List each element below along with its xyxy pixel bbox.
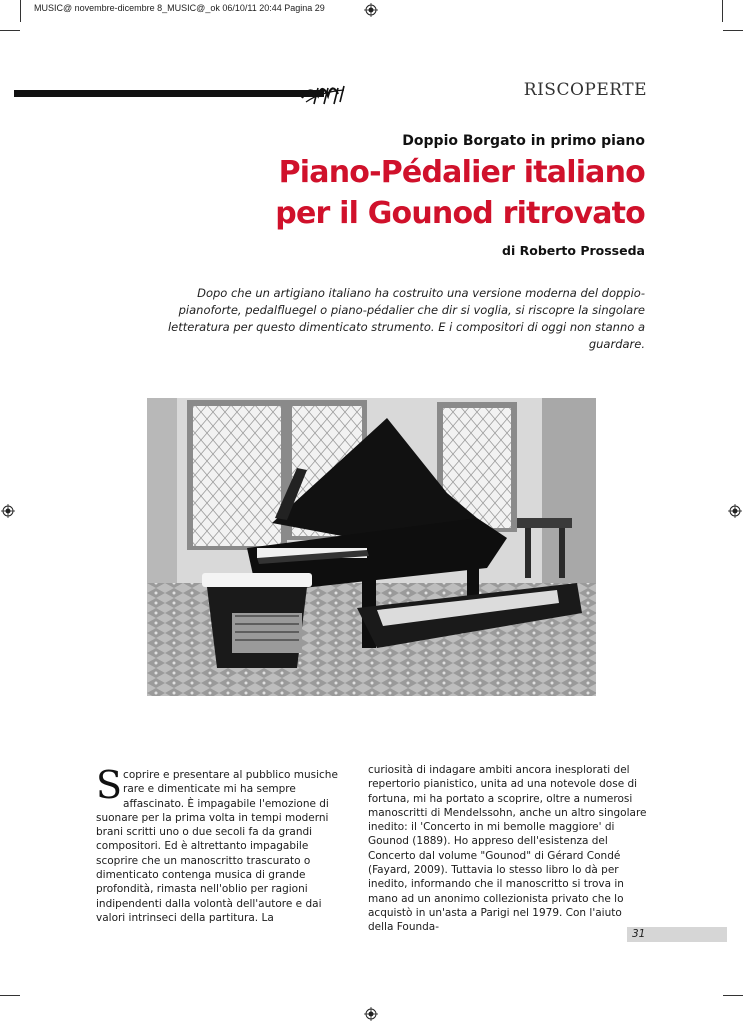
header-rule — [14, 90, 324, 97]
registration-mark-icon — [364, 3, 378, 17]
article-title — [275, 152, 645, 234]
title-line-2: per il Gounod ritrovato — [275, 196, 645, 231]
body-text-column-1: coprire e presentare al pubblico musiche rare e dimenticate mi ha sempre affascinato. È impagabile l'emozione di suonare per la prima volta in tempi moderni brani scritti uno o due secoli fa da grandi compositori. Ed è altrettanto impagabile scoprire che un manoscritto trascurato o dimenticato contenga musica di grande profondità, rimasta nell'oblio per ragioni indipendenti dalla volontà dell'autore e dai valori intrinseci della partitura. La — [96, 769, 338, 924]
registration-mark-icon — [728, 504, 742, 518]
crop-mark — [723, 995, 743, 996]
kicker: Doppio Borgato in primo piano — [402, 133, 645, 149]
crop-mark — [723, 30, 743, 31]
crop-mark — [722, 0, 723, 22]
registration-mark-icon — [1, 504, 15, 518]
crop-mark — [0, 995, 20, 996]
byline: di Roberto Prosseda — [502, 243, 645, 258]
page-number: 31 — [632, 928, 646, 940]
lead-paragraph: Dopo che un artigiano italiano ha costruito una versione moderna del doppio- pianoforte, pedalfluegel o piano-pédalier che dir si voglia, si riscopre la singolare letteratura per questo dimenticato strumento. E i compositori di oggi non stanno a guardare. — [167, 286, 645, 351]
section-label: RISCOPERTE — [523, 80, 647, 100]
crop-mark — [20, 0, 21, 22]
body-column-1 — [96, 763, 346, 925]
body-column-2: curiosità di indagare ambiti ancora inesplorati del repertorio pianistico, unita ad una notevole dose di fortuna, mi ha portato a scoprire, oltre a numerosi manoscritti di Mendelssohn, anche un altro singolare inedito: il 'Concerto in mi bemolle maggiore' di Gounod (1889). Ho appreso dell'esistenza del Concerto dal volume "Gounod" di Gérard Condé (Fayard, 2009). Tuttavia lo stesso libro lo dà per inedito, informando che il manoscritto si trova in mano ad un anonimo collezionista privato che lo acquistò in un'asta a Parigi nel 1979. Con l'aiuto della Founda- — [368, 764, 647, 934]
drop-cap: S — [96, 763, 123, 807]
print-slug: MUSIC@ novembre-dicembre 8_MUSIC@_ok 06/10/11 20:44 Pagina 29 — [34, 3, 325, 13]
music-logo-icon — [300, 80, 348, 108]
registration-mark-icon — [364, 1007, 378, 1021]
title-line-1: Piano-Pédalier italiano — [278, 155, 645, 190]
crop-mark — [0, 30, 20, 31]
piano-photo — [147, 398, 596, 696]
